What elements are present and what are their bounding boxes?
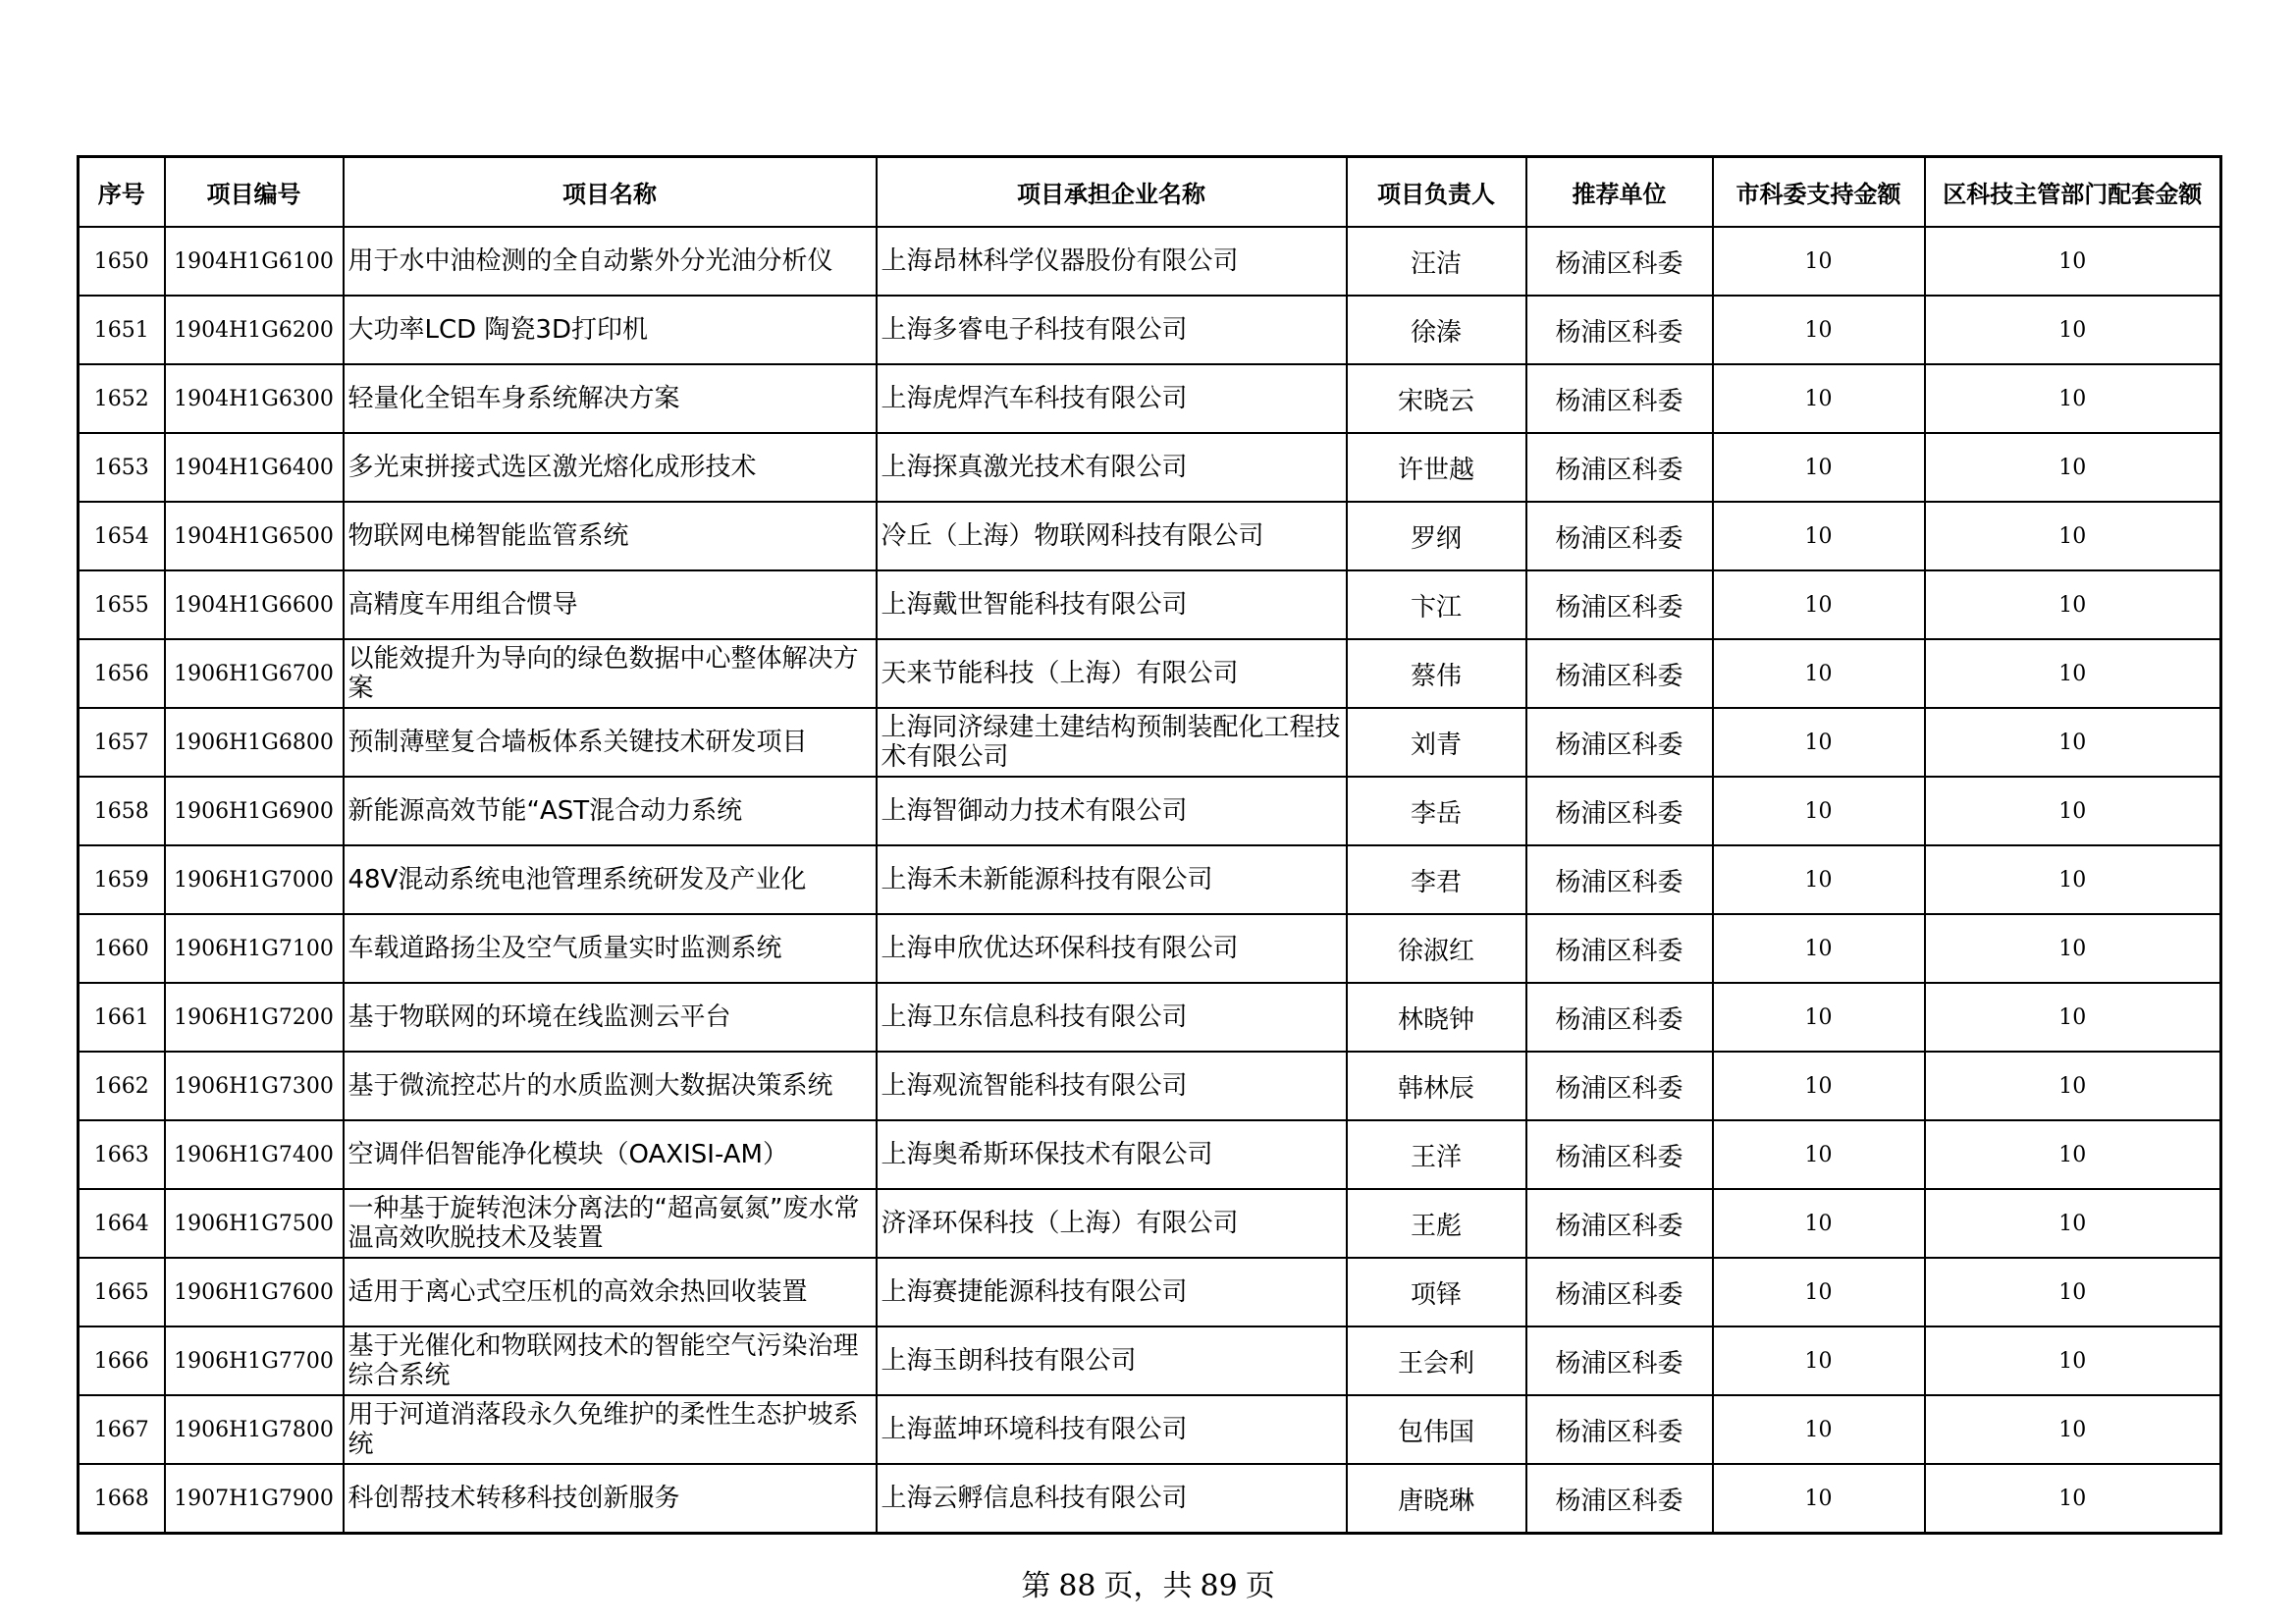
cell-company-name: 上海探真激光技术有限公司 [877,433,1347,502]
cell-recommending-unit: 杨浦区科委 [1526,502,1713,570]
footer-middle: 页，共 [1103,1569,1193,1603]
cell-project-code: 1904H1G6200 [165,296,344,364]
project-table [77,155,2222,1535]
header-company-name: 项目承担企业名称 [877,157,1347,228]
cell-municipal-funding: 10 [1713,983,1925,1052]
cell-project-lead: 罗纲 [1347,502,1526,570]
cell-project-name: 新能源高效节能“AST混合动力系统 [344,777,877,845]
cell-recommending-unit: 杨浦区科委 [1526,1326,1713,1395]
table-row [79,1120,2221,1189]
table-header-row [79,157,2221,228]
header-municipal-funding: 市科委支持金额 [1713,157,1925,228]
cell-index: 1664 [79,1189,165,1258]
cell-district-matching-funding: 10 [1925,296,2221,364]
cell-project-lead: 汪洁 [1347,227,1526,296]
cell-recommending-unit: 杨浦区科委 [1526,845,1713,914]
cell-project-lead: 李君 [1347,845,1526,914]
cell-project-name: 车载道路扬尘及空气质量实时监测系统 [344,914,877,983]
cell-project-code: 1906H1G7000 [165,845,344,914]
cell-project-code: 1904H1G6300 [165,364,344,433]
table-row [79,1326,2221,1395]
cell-project-lead: 王彪 [1347,1189,1526,1258]
cell-district-matching-funding: 10 [1925,1464,2221,1534]
cell-project-lead: 李岳 [1347,777,1526,845]
cell-district-matching-funding: 10 [1925,914,2221,983]
cell-project-code: 1906H1G7400 [165,1120,344,1189]
cell-recommending-unit: 杨浦区科委 [1526,1258,1713,1326]
cell-index: 1658 [79,777,165,845]
cell-district-matching-funding: 10 [1925,639,2221,708]
cell-municipal-funding: 10 [1713,1120,1925,1189]
cell-municipal-funding: 10 [1713,502,1925,570]
cell-company-name: 冷丘（上海）物联网科技有限公司 [877,502,1347,570]
cell-project-lead: 宋晓云 [1347,364,1526,433]
cell-index: 1651 [79,296,165,364]
table-row [79,1189,2221,1258]
cell-project-name: 基于微流控芯片的水质监测大数据决策系统 [344,1052,877,1120]
table-row [79,777,2221,845]
cell-municipal-funding: 10 [1713,914,1925,983]
cell-company-name: 上海昂林科学仪器股份有限公司 [877,227,1347,296]
cell-recommending-unit: 杨浦区科委 [1526,227,1713,296]
cell-municipal-funding: 10 [1713,708,1925,777]
header-project-lead: 项目负责人 [1347,157,1526,228]
footer-prefix: 第 [1021,1569,1051,1603]
cell-company-name: 天来节能科技（上海）有限公司 [877,639,1347,708]
cell-recommending-unit: 杨浦区科委 [1526,1189,1713,1258]
cell-project-lead: 项铎 [1347,1258,1526,1326]
cell-project-name: 用于河道消落段永久免维护的柔性生态护坡系统 [344,1395,877,1464]
cell-project-code: 1907H1G7900 [165,1464,344,1534]
cell-company-name: 上海奥希斯环保技术有限公司 [877,1120,1347,1189]
cell-company-name: 上海云孵信息科技有限公司 [877,1464,1347,1534]
cell-district-matching-funding: 10 [1925,227,2221,296]
cell-project-lead: 王洋 [1347,1120,1526,1189]
cell-recommending-unit: 杨浦区科委 [1526,777,1713,845]
table-row [79,364,2221,433]
table-row [79,1464,2221,1534]
cell-index: 1655 [79,570,165,639]
cell-index: 1652 [79,364,165,433]
cell-project-lead: 包伟国 [1347,1395,1526,1464]
header-index: 序号 [79,157,165,228]
cell-project-name: 科创帮技术转移科技创新服务 [344,1464,877,1534]
cell-district-matching-funding: 10 [1925,1326,2221,1395]
table-row [79,639,2221,708]
cell-index: 1666 [79,1326,165,1395]
cell-municipal-funding: 10 [1713,845,1925,914]
footer-total-pages: 89 [1200,1569,1238,1603]
cell-recommending-unit: 杨浦区科委 [1526,1464,1713,1534]
cell-municipal-funding: 10 [1713,570,1925,639]
cell-index: 1654 [79,502,165,570]
cell-recommending-unit: 杨浦区科委 [1526,983,1713,1052]
cell-project-code: 1904H1G6500 [165,502,344,570]
cell-recommending-unit: 杨浦区科委 [1526,1052,1713,1120]
cell-municipal-funding: 10 [1713,364,1925,433]
cell-index: 1656 [79,639,165,708]
cell-company-name: 上海虎焊汽车科技有限公司 [877,364,1347,433]
table-row [79,227,2221,296]
header-project-name: 项目名称 [344,157,877,228]
cell-company-name: 上海观流智能科技有限公司 [877,1052,1347,1120]
table-row [79,296,2221,364]
cell-municipal-funding: 10 [1713,639,1925,708]
cell-project-lead: 王会利 [1347,1326,1526,1395]
cell-project-code: 1906H1G7600 [165,1258,344,1326]
cell-project-code: 1906H1G7200 [165,983,344,1052]
cell-project-name: 高精度车用组合惯导 [344,570,877,639]
cell-index: 1668 [79,1464,165,1534]
cell-project-code: 1906H1G6800 [165,708,344,777]
header-district-matching-funding: 区科技主管部门配套金额 [1925,157,2221,228]
cell-recommending-unit: 杨浦区科委 [1526,296,1713,364]
cell-project-lead: 林晓钟 [1347,983,1526,1052]
table-row [79,570,2221,639]
cell-district-matching-funding: 10 [1925,1189,2221,1258]
cell-company-name: 上海智御动力技术有限公司 [877,777,1347,845]
cell-project-name: 预制薄壁复合墙板体系关键技术研发项目 [344,708,877,777]
cell-project-code: 1906H1G7500 [165,1189,344,1258]
cell-company-name: 上海戴世智能科技有限公司 [877,570,1347,639]
cell-district-matching-funding: 10 [1925,983,2221,1052]
cell-municipal-funding: 10 [1713,1395,1925,1464]
cell-project-name: 物联网电梯智能监管系统 [344,502,877,570]
cell-project-lead: 许世越 [1347,433,1526,502]
cell-municipal-funding: 10 [1713,1189,1925,1258]
cell-project-lead: 徐淑红 [1347,914,1526,983]
cell-district-matching-funding: 10 [1925,777,2221,845]
cell-recommending-unit: 杨浦区科委 [1526,1120,1713,1189]
cell-project-name: 一种基于旋转泡沫分离法的“超高氨氮”废水常温高效吹脱技术及装置 [344,1189,877,1258]
cell-project-lead: 刘青 [1347,708,1526,777]
cell-index: 1661 [79,983,165,1052]
cell-district-matching-funding: 10 [1925,845,2221,914]
cell-district-matching-funding: 10 [1925,1395,2221,1464]
cell-company-name: 济泽环保科技（上海）有限公司 [877,1189,1347,1258]
cell-municipal-funding: 10 [1713,1258,1925,1326]
footer-current-page: 88 [1058,1569,1096,1603]
cell-municipal-funding: 10 [1713,1052,1925,1120]
cell-index: 1665 [79,1258,165,1326]
cell-district-matching-funding: 10 [1925,1120,2221,1189]
cell-company-name: 上海禾未新能源科技有限公司 [877,845,1347,914]
cell-project-name: 基于光催化和物联网技术的智能空气污染治理综合系统 [344,1326,877,1395]
cell-project-name: 轻量化全铝车身系统解决方案 [344,364,877,433]
table-row [79,845,2221,914]
cell-recommending-unit: 杨浦区科委 [1526,914,1713,983]
cell-district-matching-funding: 10 [1925,433,2221,502]
cell-company-name: 上海赛捷能源科技有限公司 [877,1258,1347,1326]
cell-project-name: 以能效提升为导向的绿色数据中心整体解决方案 [344,639,877,708]
header-project-code: 项目编号 [165,157,344,228]
cell-index: 1657 [79,708,165,777]
table-row [79,433,2221,502]
cell-project-name: 用于水中油检测的全自动紫外分光油分析仪 [344,227,877,296]
cell-project-code: 1906H1G7700 [165,1326,344,1395]
cell-project-code: 1904H1G6600 [165,570,344,639]
cell-district-matching-funding: 10 [1925,708,2221,777]
cell-index: 1663 [79,1120,165,1189]
table-row [79,1258,2221,1326]
cell-index: 1650 [79,227,165,296]
cell-project-name: 48V混动系统电池管理系统研发及产业化 [344,845,877,914]
table-row [79,502,2221,570]
table-row [79,1395,2221,1464]
table-row [79,1052,2221,1120]
cell-district-matching-funding: 10 [1925,1052,2221,1120]
table-row [79,708,2221,777]
cell-project-code: 1904H1G6400 [165,433,344,502]
cell-company-name: 上海申欣优达环保科技有限公司 [877,914,1347,983]
cell-project-name: 基于物联网的环境在线监测云平台 [344,983,877,1052]
cell-recommending-unit: 杨浦区科委 [1526,433,1713,502]
cell-company-name: 上海玉朗科技有限公司 [877,1326,1347,1395]
cell-project-name: 空调伴侣智能净化模块（OAXISI-AM） [344,1120,877,1189]
cell-recommending-unit: 杨浦区科委 [1526,639,1713,708]
cell-district-matching-funding: 10 [1925,1258,2221,1326]
cell-district-matching-funding: 10 [1925,570,2221,639]
cell-project-lead: 卞江 [1347,570,1526,639]
page-footer [0,1561,2296,1604]
cell-municipal-funding: 10 [1713,227,1925,296]
cell-project-lead: 韩林辰 [1347,1052,1526,1120]
cell-municipal-funding: 10 [1713,296,1925,364]
cell-company-name: 上海多睿电子科技有限公司 [877,296,1347,364]
table-row [79,914,2221,983]
header-recommending-unit: 推荐单位 [1526,157,1713,228]
cell-company-name: 上海同济绿建土建结构预制装配化工程技术有限公司 [877,708,1347,777]
cell-project-name: 适用于离心式空压机的高效余热回收装置 [344,1258,877,1326]
cell-project-code: 1906H1G7100 [165,914,344,983]
cell-project-code: 1906H1G7300 [165,1052,344,1120]
cell-project-code: 1906H1G6900 [165,777,344,845]
cell-index: 1653 [79,433,165,502]
cell-recommending-unit: 杨浦区科委 [1526,364,1713,433]
cell-index: 1660 [79,914,165,983]
cell-project-lead: 蔡伟 [1347,639,1526,708]
cell-project-code: 1906H1G7800 [165,1395,344,1464]
cell-recommending-unit: 杨浦区科委 [1526,708,1713,777]
cell-recommending-unit: 杨浦区科委 [1526,1395,1713,1464]
cell-project-name: 多光束拼接式选区激光熔化成形技术 [344,433,877,502]
cell-index: 1662 [79,1052,165,1120]
footer-suffix: 页 [1245,1569,1275,1603]
cell-municipal-funding: 10 [1713,1326,1925,1395]
cell-district-matching-funding: 10 [1925,364,2221,433]
table-body [79,227,2221,1534]
cell-index: 1667 [79,1395,165,1464]
cell-recommending-unit: 杨浦区科委 [1526,570,1713,639]
cell-project-code: 1906H1G6700 [165,639,344,708]
cell-project-name: 大功率LCD 陶瓷3D打印机 [344,296,877,364]
cell-index: 1659 [79,845,165,914]
cell-company-name: 上海卫东信息科技有限公司 [877,983,1347,1052]
cell-municipal-funding: 10 [1713,433,1925,502]
cell-project-lead: 徐溱 [1347,296,1526,364]
cell-municipal-funding: 10 [1713,777,1925,845]
cell-district-matching-funding: 10 [1925,502,2221,570]
cell-project-code: 1904H1G6100 [165,227,344,296]
cell-company-name: 上海蓝坤环境科技有限公司 [877,1395,1347,1464]
cell-project-lead: 唐晓琳 [1347,1464,1526,1534]
cell-municipal-funding: 10 [1713,1464,1925,1534]
table-row [79,983,2221,1052]
